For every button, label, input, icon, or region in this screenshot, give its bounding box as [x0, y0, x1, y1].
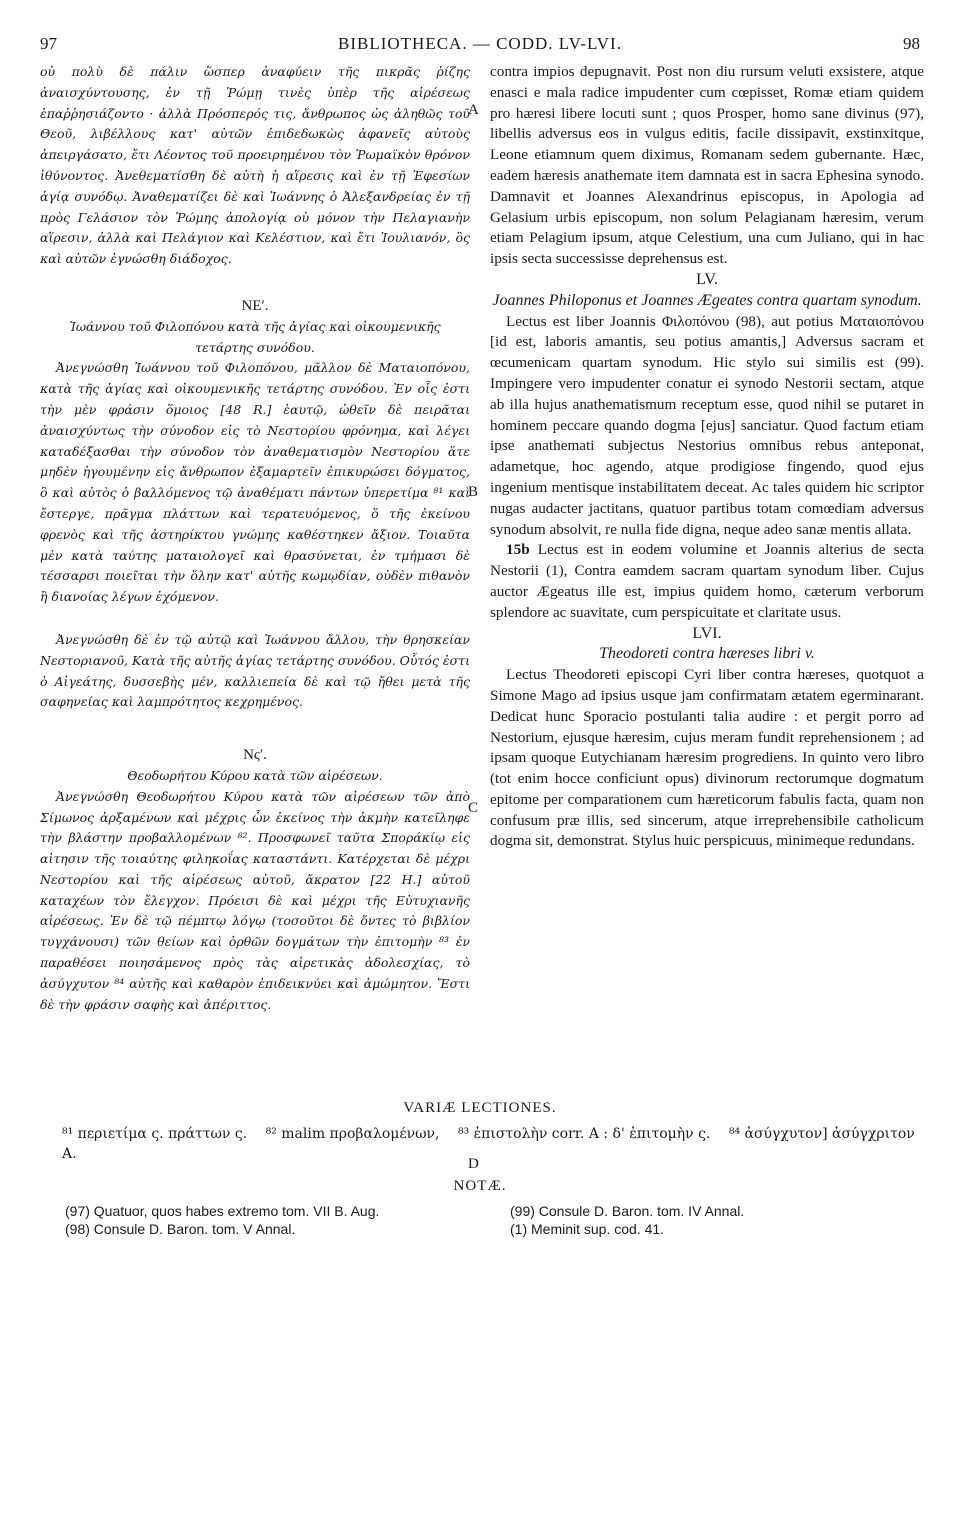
greek-codex-55-heading: ΝΕʹ.	[241, 297, 269, 314]
latin-codex-55-heading: LV.	[696, 270, 718, 288]
latin-paragraph-text: Lectus est in eodem volumine et Joannis alterius de secta Nestorii (1), Contra eamdem sacram quartam synodum liber. Cujus auctor Ægeatus ille est, impius quidem homo, cæterum verborum splendore ac suavitate, cum perspicuitate et claritate usus.	[490, 541, 925, 621]
variant-reading: ⁸⁴ ἀσύγχυτον] ἀσύγχριτον A.	[62, 1126, 915, 1162]
left-page-number: 97	[40, 34, 57, 53]
variae-lectiones-heading: VARIÆ LECTIONES.	[403, 1100, 557, 1116]
running-title: BIBLIOTHECA. — CODD. LV-LVI.	[338, 34, 622, 53]
greek-column	[40, 62, 470, 1015]
greek-paragraph: οὐ πολὺ δὲ πάλιν ὥσπερ ἀναφύειν τῆς πικρᾶς ῥίζης ἀναισχύντουσης, ἐν τῇ Ῥώμῃ τινὲς ὑπὲρ τῆς αἱρέσεως ἐπαῤῥησιάζοντο · ἀλλὰ Πρόσπερός τις, ἄνθρωπος ὡς ἀληθῶς τοῦ Θεοῦ, λιβέλλους κατ' αὐτῶν ἐπιδεδωκὼς ἀφανεῖς αὐτοὺς ἀπειργάσατο, ἔτι Λέοντος τοῦ προειρημένου τὸν Ῥωμαϊκὸν θρόνον ἰθύνοντος. Ἀνεθεματίσθη δὲ αὐτὴ ἡ αἵρεσις καὶ ἐν τῇ Ἐφεσίων ἁγίᾳ συνόδῳ. Ἀναθεματίζει δὲ καὶ Ἰωάννης ὁ Ἀλεξανδρείας ἐν τῇ πρὸς Γελάσιον τὸν Ῥώμης ἀπολογίᾳ οὐ μόνον τὴν Πελαγιανὴν αἵρεσιν, ἀλλὰ καὶ Πελάγιον καὶ Κελέστιον, καὶ ἔτι Ἰουλιανόν, ὃς καὶ αὐτῶν ἐγνώσθη διάδοχος.	[40, 64, 470, 267]
column-number: 15b	[506, 541, 530, 559]
notae-heading: NOTÆ.	[453, 1178, 507, 1194]
notes-right	[510, 1202, 930, 1238]
greek-paragraph: Ἀνεγνώσθη Θεοδωρήτου Κύρου κατὰ τῶν αἱρέσεων τῶν ἀπὸ Σίμωνος ἀρξαμένων καὶ μέχρις ὧν ἐκείνος τὴν ἀκμὴν κατεῖληφε τὴν βλάστην προβαλλομένων ⁸². Προσφωνεῖ ταῦτα Σποράκίῳ εἰς αἰτησιν τῆς τοιαύτης φιληκοΐας καταστάντι. Κατέρχεται δὲ μέχρι Νεστορίου καὶ τῆς αἱρέσεως αὐτοῦ, ἄκρατον [22 H.] αὐτοῦ καταχέων τὸν ἔλεγχον. Πρόεισι δὲ καὶ μέχρι τῆς Εὐτυχιανῆς αἱρέσεως. Ἐν δὲ τῷ πέμπτῳ λόγῳ (τοσοῦτοι δὲ ὄντες τὸ βιβλίον τυγχάνουσι) τῶν θείων καὶ ὀρθῶν δογμάτων τὴν ἐπιτομὴν ⁸³ ἐν παραθέσει ποιησάμενος πρὸς τὰς αἱρετικὰς ἀδολεσχίας, τὸ ἀσύγχυτον ⁸⁴ αὐτῆς καὶ καθαρὸν ἐπιδεικνύει καὶ ἀμώμητον. Ἔστι δὲ τὴν φράσιν σαφὴς καὶ ἀπέριττος.	[40, 788, 470, 1012]
margin-marker: D	[468, 1156, 479, 1172]
margin-marker: B	[468, 484, 479, 500]
latin-paragraph: Lectus Theodoreti episcopi Cyri liber contra hæreses, quotquot a Simone Mago ad ipsius usque jam confirmatam ætatem egerminarant. Dedicat hunc Sporacio postulanti talia audire : et pergit porro ad Nestorium, ejusque hæresim, cujus meram fundit reprehensionem ; ad ipsam quoque Eutychianam hæresim progrediens. In quinto vero libro (tot enim hocce conficiunt opus) divinorum rectorumque dogmatum epitome per comparationem cum hæreticorum fabulis facta, quam non confusum præ illis, sed sincerum, atque irreprehensibile catholicum dogma sit, demonstrat. Stylus huic perspicuus, minimeque redundans.	[490, 666, 924, 850]
latin-paragraph-15b	[490, 540, 924, 623]
margin-marker: C	[468, 800, 479, 816]
footnote: (98) Consule D. Baron. tom. V Annal.	[65, 1221, 296, 1237]
notes-left	[65, 1202, 505, 1238]
greek-paragraph: Ἀνεγνώσθη Ἰωάννου τοῦ Φιλοπόνου, μᾶλλον δὲ Ματαιοπόνου, κατὰ τῆς ἁγίας καὶ οἰκουμενικῆς τετάρτης συνόδου. Ἐν οἷς ἐστι τὴν μὲν φράσιν ὅμοιος [48 R.] ἑαυτῷ, ὠθεῖν δὲ πειρᾶται ἀναισχύντως τὴν σύνοδον εἰς τὸ Νεστορίου φρόνημα, καὶ λέγει καταδέξασθαι τὴν σύνοδον τὸν ἀναθεματισμὸν Νεστορίου ἅτε μηδὲν ἡγουμένην εἰς ἄνθρωπον ἐξαμαρτεῖν ἐπικυρώσει δόγματος, ὃ καὶ αὐτὸς ὁ βαλλόμενος τῷ ἀναθέματι πάντων ὑπερετίμα ⁸¹ καὶ ἔστεργε, πρᾶγμα πλάττων καὶ τερατευόμενος, ὅ τῆς ἐκείνου φρενὸς καὶ τῆς ἀστηρίκτου γνώμης καθέστηκεν ἄξιον. Τοιαῦτα μὲν κατὰ ταύτης ματαιολογεῖ καὶ θρασύνεται, ἐν τμήμασι δὲ τέσσαρσι ποιεῖται τὴν ὅλην κατ' αὐτῆς κωμῳδίαν, οὐδὲν πιθανὸν ἢ διανοίας λέγων ἐχόμενον.	[40, 360, 470, 605]
running-header	[40, 30, 920, 62]
greek-codex-56-title: Θεοδωρήτου Κύρου κατὰ τῶν αἱρέσεων.	[127, 767, 383, 783]
footnote: (99) Consule D. Baron. tom. IV Annal.	[510, 1203, 745, 1219]
variant-reading: ⁸¹ περιετίμα ς. πράττων ς.	[62, 1126, 248, 1142]
variant-reading: ⁸³ ἐπιστολὴν corr. A : δ' ἐπιτομὴν ς.	[457, 1126, 711, 1142]
footnote: (97) Quatuor, quos habes extremo tom. VII B. Aug.	[65, 1203, 380, 1219]
variant-reading: ⁸² malim προβαλομένων,	[265, 1126, 440, 1142]
greek-paragraph: Ἀνεγνώσθη δὲ ἐν τῷ αὐτῷ καὶ Ἰωάννου ἄλλου, τὴν θρησκείαν Νεστοριανοῦ, Κατὰ τῆς αὐτῆς ἁγίας τετάρτης συνόδου. Οὗτός ἐστι ὁ Αἰγεάτης, δυσσεβὴς μέν, καλλιεπεία δὲ καὶ τῷ ἤθει μετὰ τῆς σαφηνείας καὶ λαμπρότητος κεχρημένος.	[40, 631, 470, 710]
latin-codex-56-title: Theodoreti contra hæreses libri v.	[599, 645, 815, 663]
variae-lectiones	[62, 1124, 920, 1164]
right-page-number: 98	[903, 34, 920, 53]
latin-paragraph: contra impios depugnavit. Post non diu rursum veluti exsistere, atque enasci e mala radice impudenter cum cœpisset, Romæ etiam quidem pro hæresi libere locuti sunt ; quos Prosper, homo sane divinus (97), libellis adversus eos in vulgus editis, facile dissipavit, exstinxitque, Leone etiamnum quem diximus, Romanam sedem gubernante. Hæc, eadem hæresis anathemate item damnata est in sacra Ephesina synodo. Damnavit et Joannes Alexandrinus episcopus, in Apologia ad Gelasium urbis episcopum, non solum Pelagianam hæresim, verum etiam Pelagium ipsum, atque Celestium, una cum Juliano, qui in hac ipsis secta successisse deprehensus est.	[490, 63, 924, 268]
greek-codex-55-title: Ἰωάννου τοῦ Φιλοπόνου κατὰ τῆς ἁγίας καὶ οἰκουμενικῆς τετάρτης συνόδου.	[69, 318, 441, 355]
footnote: (1) Meminit sup. cod. 41.	[510, 1221, 665, 1237]
margin-marker: A	[468, 102, 479, 118]
latin-paragraph: Lectus est liber Joannis Φιλοπόνου (98), aut potius Ματαιοπόνου [id est, laboris amantis, seu potius amantis,] Adversus sacram et œcumenicam quartam synodum. Hic stylo sui similis est (99). Impingere vero impudenter conatur ei synodo Nestorii sectam, atque ab illa hujus anathematismum receptum esse, quod nihil se putaret in hominem peccare quando dogma [ejus] sanciatur. Quod factum etiam ipse anathemati subjectus Nestorius omnibus rebus anteponat, adametque, hoc agendo, atque prodigiose fingendo, quod ejus ingenium mentisque instabilitatem deceat. Ac tales quidem hic scriptor nugas audacter jactitans, quatuor partibus totam comœdiam adversus synodum absolvit, re nulla fide digna, neque adeo sanæ mentis allata.	[490, 312, 924, 538]
latin-column	[490, 62, 924, 852]
latin-codex-55-title: Joannes Philoponus et Joannes Ægeates contra quartam synodum.	[492, 291, 922, 309]
latin-codex-56-heading: LVI.	[692, 624, 722, 642]
greek-codex-56-heading: Νςʹ.	[243, 747, 267, 764]
